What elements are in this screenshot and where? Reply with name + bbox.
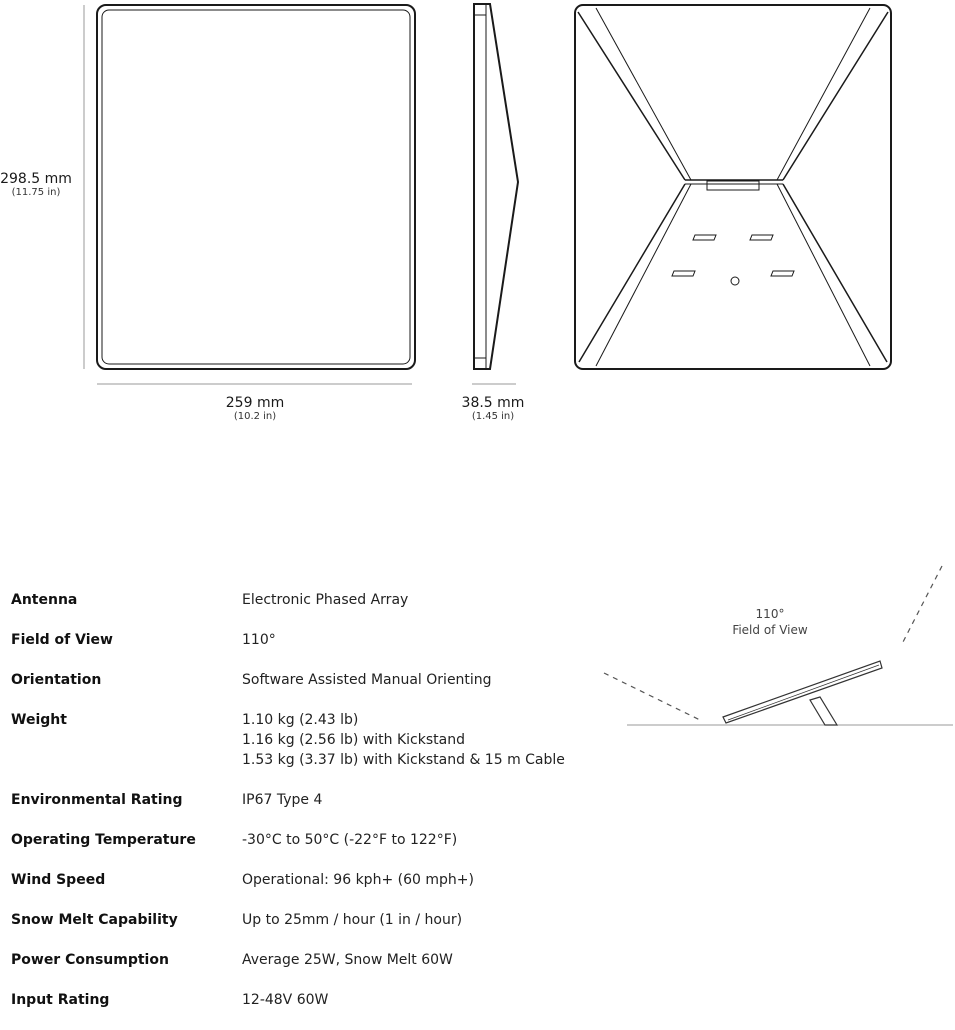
spec-row-input-rating <box>11 990 611 1010</box>
field-of-view-diagram <box>600 560 955 740</box>
side-view-drawing <box>474 4 518 369</box>
spec-row-field-of-view <box>11 630 611 650</box>
spec-value <box>242 830 457 850</box>
spec-label: Environmental Rating <box>11 792 183 808</box>
spec-value-line: Average 25W, Snow Melt 60W <box>242 952 453 968</box>
depth-value-inches: (1.45 in) <box>471 411 515 423</box>
depth-value: 38.5 mm <box>461 395 525 411</box>
spec-row-power-consumption <box>11 950 611 970</box>
spec-value <box>242 870 474 890</box>
height-dimension-label <box>0 172 72 198</box>
spec-value-line: 1.53 kg (3.37 lb) with Kickstand & 15 m Cable <box>242 752 565 768</box>
spec-label: Weight <box>11 712 67 728</box>
width-value-inches: (10.2 in) <box>233 411 277 423</box>
spec-value <box>242 710 565 770</box>
spec-row-snow-melt-capability <box>11 910 611 930</box>
spec-value-line: Software Assisted Manual Orienting <box>242 672 492 688</box>
spec-row-orientation <box>11 670 611 690</box>
spec-label: Operating Temperature <box>11 832 196 848</box>
dish-on-kickstand <box>723 661 882 725</box>
spec-row-weight <box>11 710 611 770</box>
spec-value-line: Electronic Phased Array <box>242 592 409 608</box>
spec-value-line: 110° <box>242 632 276 648</box>
spec-value <box>242 790 322 810</box>
depth-dimension-label <box>448 396 538 422</box>
height-value-inches: (11.75 in) <box>11 187 61 199</box>
spec-label: Antenna <box>11 592 78 608</box>
spec-row-wind-speed <box>11 870 611 890</box>
dimension-drawings <box>0 0 955 460</box>
spec-value <box>242 990 328 1010</box>
spec-row-operating-temperature <box>11 830 611 850</box>
spec-value <box>242 670 492 690</box>
spec-value <box>242 590 408 610</box>
fov-angle: 110° <box>755 607 785 621</box>
spec-label: Orientation <box>11 672 102 688</box>
width-value: 259 mm <box>225 395 285 411</box>
spec-label: Wind Speed <box>11 872 106 888</box>
back-view-drawing <box>575 5 891 369</box>
fov-caption-text: Field of View <box>732 623 808 637</box>
height-value: 298.5 mm <box>0 171 72 187</box>
spec-label: Power Consumption <box>11 952 169 968</box>
spec-value <box>242 630 276 650</box>
spec-value-line: Up to 25mm / hour (1 in / hour) <box>242 912 463 928</box>
width-dimension-label <box>205 396 305 422</box>
specifications-table <box>11 590 611 1030</box>
spec-label: Snow Melt Capability <box>11 912 178 928</box>
spec-row-antenna <box>11 590 611 610</box>
spec-value-line: IP67 Type 4 <box>242 792 323 808</box>
spec-value <box>242 950 453 970</box>
fov-boundary-left <box>604 673 700 720</box>
front-view-drawing <box>97 5 415 369</box>
fov-caption <box>720 606 820 638</box>
spec-value <box>242 910 462 930</box>
spec-label: Field of View <box>11 632 113 648</box>
spec-value-line: 1.10 kg (2.43 lb) <box>242 712 359 728</box>
spec-row-environmental-rating <box>11 790 611 810</box>
spec-value-line: 1.16 kg (2.56 lb) with Kickstand <box>242 732 465 748</box>
spec-label: Input Rating <box>11 992 110 1008</box>
spec-value-line: Operational: 96 kph+ (60 mph+) <box>242 872 474 888</box>
spec-value-line: -30°C to 50°C (-22°F to 122°F) <box>242 832 458 848</box>
fov-boundary-right <box>903 566 942 642</box>
spec-value-line: 12-48V 60W <box>242 992 329 1008</box>
